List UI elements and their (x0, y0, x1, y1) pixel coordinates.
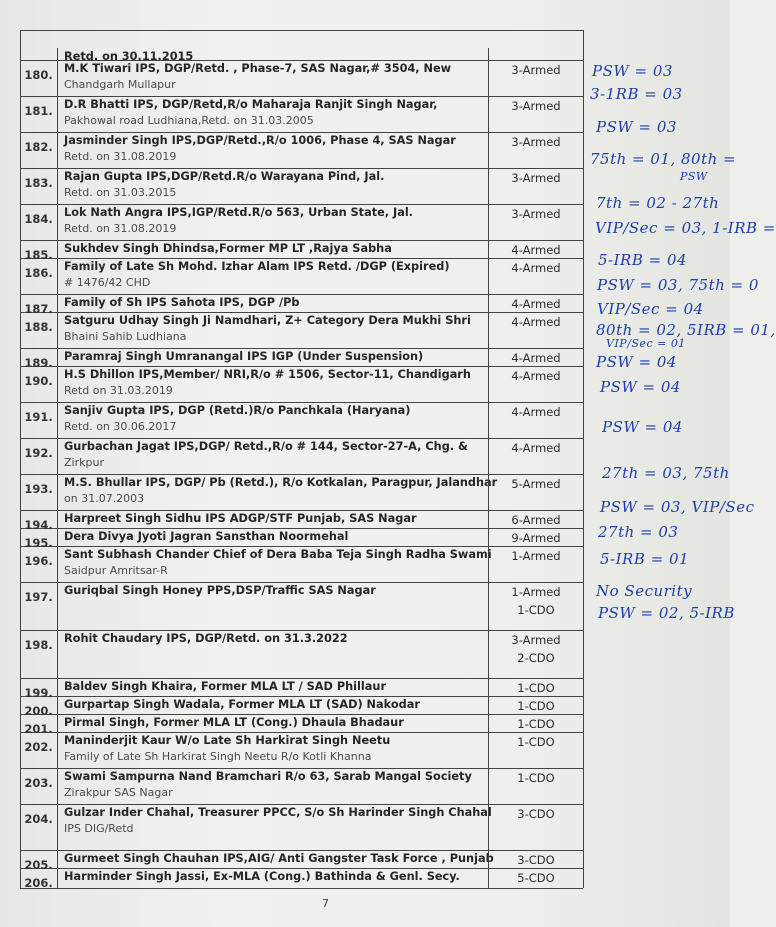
security-allotment (488, 732, 583, 768)
allotment-line-1: 3-CDO (517, 807, 555, 821)
allotment-line-1: 3-CDO (517, 853, 555, 867)
protectee-line-1: Family of Sh IPS Sahota IPS, DGP /Pb (64, 296, 300, 309)
table-row (20, 438, 583, 475)
serial-number: 188. (20, 312, 58, 348)
serial-number: 202. (20, 732, 58, 768)
allotment-line-1: 3-Armed (511, 63, 561, 77)
protectee-line-2: Retd. on 31.03.2015 (64, 186, 177, 199)
security-allotment (488, 438, 583, 474)
handwritten-note: 75th = 01, 80th = (590, 150, 737, 168)
serial-number: 184. (20, 204, 58, 240)
allotment-line-1: 4-Armed (511, 441, 561, 455)
protectee-details (58, 294, 488, 312)
protectee-line-1: Pirmal Singh, Former MLA LT (Cong.) Dhaula Bhadaur (64, 716, 404, 729)
protectee-details (58, 258, 488, 294)
handwritten-note: PSW = 04 (596, 353, 677, 371)
handwritten-note: 3-1RB = 03 (590, 85, 683, 103)
table-row (20, 546, 583, 583)
allotment-line-1: 5-CDO (517, 871, 555, 885)
security-allotment (488, 630, 583, 678)
security-allotment (488, 714, 583, 732)
protectee-line-2: Retd on 31.03.2019 (64, 384, 173, 397)
protectee-line-2: Chandgarh Mullapur (64, 78, 176, 91)
security-allotment (488, 850, 583, 868)
protectee-line-2: Family of Late Sh Harkirat Singh Neetu R/o Kotli Khanna (64, 750, 372, 763)
protectee-details (58, 582, 488, 630)
protectee-line-1: Sant Subhash Chander Chief of Dera Baba Teja Singh Radha Swami (64, 548, 492, 561)
protectee-details (58, 48, 488, 63)
protectee-line-1: Sukhdev Singh Dhindsa,Former MP LT ,Rajya Sabha (64, 242, 392, 255)
security-allotment (488, 582, 583, 630)
table-row (20, 768, 583, 805)
protectee-details (58, 60, 488, 96)
allotment-line-1: 4-Armed (511, 243, 561, 257)
table-border (20, 30, 583, 31)
protectee-line-2: Bhaini Sahib Ludhiana (64, 330, 187, 343)
protectee-line-2: Zirkpur (64, 456, 104, 469)
table-row (20, 240, 583, 262)
table-row (20, 258, 583, 295)
serial-number: 199. (20, 678, 58, 696)
serial-number: 182. (20, 132, 58, 168)
table-row (20, 96, 583, 133)
allotment-line-1: 6-Armed (511, 513, 561, 527)
serial-number: 181. (20, 96, 58, 132)
security-allotment (488, 312, 583, 348)
handwritten-note: PSW = 03, VIP/Sec (600, 498, 755, 516)
protectee-line-2: Zirakpur SAS Nagar (64, 786, 173, 799)
handwritten-note: PSW = 03 (596, 118, 677, 136)
table-row (20, 348, 583, 370)
protectee-line-1: Sanjiv Gupta IPS, DGP (Retd.)R/o Panchkala (Haryana) (64, 404, 411, 417)
serial-number: 198. (20, 630, 58, 678)
protectee-details (58, 732, 488, 768)
security-allotment (488, 60, 583, 96)
protectee-details (58, 528, 488, 546)
table-row (20, 312, 583, 349)
protectee-line-1: Jasminder Singh IPS,DGP/Retd.,R/o 1006, Phase 4, SAS Nagar (64, 134, 456, 147)
protectee-details (58, 132, 488, 168)
protectee-details (58, 850, 494, 868)
protectee-details (58, 474, 498, 510)
protectee-line-2: Saidpur Amritsar-R (64, 564, 168, 577)
protectee-details (58, 348, 488, 366)
table-row (20, 714, 583, 736)
handwritten-note: No Security (596, 582, 693, 600)
protectee-details (58, 678, 488, 696)
protectee-line-1: Rajan Gupta IPS,DGP/Retd.R/o Warayana Pind, Jal. (64, 170, 385, 183)
table-row (20, 132, 583, 169)
security-allotment (488, 402, 583, 438)
security-allotment (488, 96, 583, 132)
table-border (20, 30, 21, 888)
allotment-line-1: 1-CDO (517, 771, 555, 785)
allotment-line-1: 1-CDO (517, 717, 555, 731)
serial-number: 201. (20, 714, 58, 732)
handwritten-note: 27th = 03 (598, 523, 679, 541)
security-allotment (488, 204, 583, 240)
allotment-line-1: 3-Armed (511, 99, 561, 113)
handwritten-note: 5-IRB = 01 (600, 550, 690, 568)
protectee-line-1: M.S. Bhullar IPS, DGP/ Pb (Retd.), R/o Kotkalan, Paragpur, Jalandhar (64, 476, 498, 489)
serial-number: 205. (20, 850, 58, 868)
protectee-details (58, 312, 488, 348)
protectee-line-1: Maninderjit Kaur W/o Late Sh Harkirat Singh Neetu (64, 734, 391, 747)
protectee-line-2: Retd. on 30.06.2017 (64, 420, 177, 433)
security-allotment (488, 474, 583, 510)
protectee-line-1: Harpreet Singh Sidhu IPS ADGP/STF Punjab, SAS Nagar (64, 512, 417, 525)
protectee-line-1: D.R Bhatti IPS, DGP/Retd,R/o Maharaja Ranjit Singh Nagar, (64, 98, 438, 111)
security-allotment (488, 804, 583, 850)
table-row (20, 732, 583, 769)
protectee-line-1: Gurmeet Singh Chauhan IPS,AIG/ Anti Gangster Task Force , Punjab (64, 852, 494, 865)
page-number: 7 (322, 897, 329, 910)
handwritten-note: 27th = 03, 75th (602, 464, 730, 482)
allotment-line-1: 1-CDO (517, 699, 555, 713)
protectee-details (58, 204, 488, 240)
table-row (20, 474, 583, 511)
security-allotment (488, 294, 583, 312)
protectee-line-1: Swami Sampurna Nand Bramchari R/o 63, Sarab Mangal Society (64, 770, 472, 783)
serial-number: 195. (20, 528, 58, 546)
table-row (20, 168, 583, 205)
security-allotment (488, 132, 583, 168)
protectee-line-1: Gurpartap Singh Wadala, Former MLA LT (SAD) Nakodar (64, 698, 420, 711)
security-allotment (488, 348, 583, 366)
allotment-line-1: 3-Armed (511, 633, 561, 647)
handwritten-note: PSW = 04 (602, 418, 683, 436)
table-row (20, 294, 583, 316)
allotment-line-1: 1-CDO (517, 681, 555, 695)
protectee-line-2: on 31.07.2003 (64, 492, 145, 505)
table-border (583, 30, 584, 888)
protectee-details (58, 438, 488, 474)
allotment-line-1: 3-Armed (511, 171, 561, 185)
protectee-details (58, 696, 488, 714)
security-allotment (488, 366, 583, 402)
protectee-line-1: H.S Dhillon IPS,Member/ NRI,R/o # 1506, Sector-11, Chandigarh (64, 368, 471, 381)
table-row (20, 696, 583, 718)
protectee-details (58, 402, 488, 438)
protectee-details (58, 168, 488, 204)
security-allotment (488, 510, 583, 528)
serial-number: 185. (20, 240, 58, 258)
handwritten-note: 80th = 02, 5IRB = 01, (596, 321, 776, 339)
handwritten-note: VIP/Sec = 04 (597, 300, 704, 318)
serial-number: 197. (20, 582, 58, 630)
security-allotment (488, 168, 583, 204)
handwritten-note: 5-IRB = 04 (598, 251, 688, 269)
serial-number: 206. (20, 868, 58, 888)
table-row (20, 868, 583, 889)
protectee-line-2: Retd. on 31.08.2019 (64, 150, 177, 163)
security-allotment (488, 546, 583, 582)
handwritten-note: VIP/Sec = 03, 1-IRB = (595, 219, 776, 237)
protectee-line-1: Guriqbal Singh Honey PPS,DSP/Traffic SAS Nagar (64, 584, 376, 597)
allotment-line-2: 1-CDO (517, 603, 555, 617)
allotment-line-1: 5-Armed (511, 477, 561, 491)
protectee-line-1: Retd. on 30.11.2015 (64, 50, 194, 63)
allotment-line-1: 9-Armed (511, 531, 561, 545)
table-row (20, 804, 583, 851)
protectee-line-1: M.K Tiwari IPS, DGP/Retd. , Phase-7, SAS Nagar,# 3504, New (64, 62, 452, 75)
serial-number (20, 48, 58, 60)
protectee-line-2: Pakhowal road Ludhiana,Retd. on 31.03.2005 (64, 114, 314, 127)
allotment-line-1: 1-CDO (517, 735, 555, 749)
handwritten-note: PSW = 02, 5-IRB (598, 604, 735, 622)
protectee-details (58, 804, 492, 850)
security-allotment (488, 696, 583, 714)
serial-number: 189. (20, 348, 58, 366)
security-allotment (488, 868, 583, 888)
handwritten-note: PSW (680, 170, 708, 183)
handwritten-note: 7th = 02 - 27th (596, 194, 720, 212)
protectee-line-1: Paramraj Singh Umranangal IPS IGP (Under Suspension) (64, 350, 424, 363)
protectee-line-2: # 1476/42 CHD (64, 276, 151, 289)
serial-number: 193. (20, 474, 58, 510)
protectee-line-1: Baldev Singh Khaira, Former MLA LT / SAD Phillaur (64, 680, 387, 693)
serial-number: 183. (20, 168, 58, 204)
table-row (20, 204, 583, 241)
protectee-details (58, 240, 488, 258)
serial-number: 187. (20, 294, 58, 312)
protectee-details (58, 714, 488, 732)
protectee-line-2: IPS DIG/Retd (64, 822, 134, 835)
protectee-details (58, 510, 488, 528)
serial-number: 192. (20, 438, 58, 474)
protectee-line-1: Dera Divya Jyoti Jagran Sansthan Noormehal (64, 530, 349, 543)
protectee-line-1: Harminder Singh Jassi, Ex-MLA (Cong.) Bathinda & Genl. Secy. (64, 870, 460, 883)
serial-number: 186. (20, 258, 58, 294)
handwritten-note: PSW = 03, 75th = 0 (597, 276, 759, 294)
protectee-details (58, 768, 488, 804)
allotment-line-1: 4-Armed (511, 315, 561, 329)
handwritten-note: PSW = 04 (600, 378, 681, 396)
security-allotment (488, 678, 583, 696)
protectee-details (58, 546, 492, 582)
handwritten-note: PSW = 03 (592, 62, 673, 80)
security-allotment (488, 240, 583, 258)
table-row (20, 630, 583, 679)
table-row (20, 366, 583, 403)
protectee-details (58, 366, 488, 402)
allotment-line-1: 3-Armed (511, 135, 561, 149)
protectee-details (58, 868, 488, 888)
serial-number: 203. (20, 768, 58, 804)
allotment-line-1: 1-Armed (511, 549, 561, 563)
serial-number: 194. (20, 510, 58, 528)
security-allotment (488, 48, 583, 60)
serial-number: 204. (20, 804, 58, 850)
protectee-line-1: Rohit Chaudary IPS, DGP/Retd. on 31.3.2022 (64, 632, 348, 645)
serial-number: 190. (20, 366, 58, 402)
table-row (20, 510, 583, 532)
table-row (20, 850, 583, 872)
security-allotment (488, 258, 583, 294)
table-row (20, 582, 583, 631)
serial-number: 200. (20, 696, 58, 714)
protectee-details (58, 630, 488, 678)
table-row (20, 60, 583, 97)
serial-number: 191. (20, 402, 58, 438)
protectee-line-1: Satguru Udhay Singh Ji Namdhari, Z+ Category Dera Mukhi Shri (64, 314, 471, 327)
allotment-line-1: 4-Armed (511, 405, 561, 419)
serial-number: 196. (20, 546, 58, 582)
handwritten-note: VIP/Sec = 01 (606, 337, 686, 350)
allotment-line-1: 3-Armed (511, 207, 561, 221)
security-allotment (488, 768, 583, 804)
table-row (20, 528, 583, 550)
protectee-line-1: Lok Nath Angra IPS,IGP/Retd.R/o 563, Urban State, Jal. (64, 206, 413, 219)
protectee-line-1: Gurbachan Jagat IPS,DGP/ Retd.,R/o # 144, Sector-27-A, Chg. & (64, 440, 468, 453)
security-allotment (488, 528, 583, 546)
allotment-line-1: 4-Armed (511, 261, 561, 275)
allotment-line-1: 4-Armed (511, 369, 561, 383)
protectee-details (58, 96, 488, 132)
allotment-line-2: 2-CDO (517, 651, 555, 665)
protectee-line-1: Family of Late Sh Mohd. Izhar Alam IPS Retd. /DGP (Expired) (64, 260, 450, 273)
allotment-line-1: 4-Armed (511, 297, 561, 311)
serial-number: 180. (20, 60, 58, 96)
allotment-line-1: 4-Armed (511, 351, 561, 365)
protectee-line-2: Retd. on 31.08.2019 (64, 222, 177, 235)
protectee-line-1: Gulzar Inder Chahal, Treasurer PPCC, S/o Sh Harinder Singh Chahal (64, 806, 492, 819)
table-row (20, 678, 583, 700)
allotment-line-1: 1-Armed (511, 585, 561, 599)
table-row (20, 402, 583, 439)
